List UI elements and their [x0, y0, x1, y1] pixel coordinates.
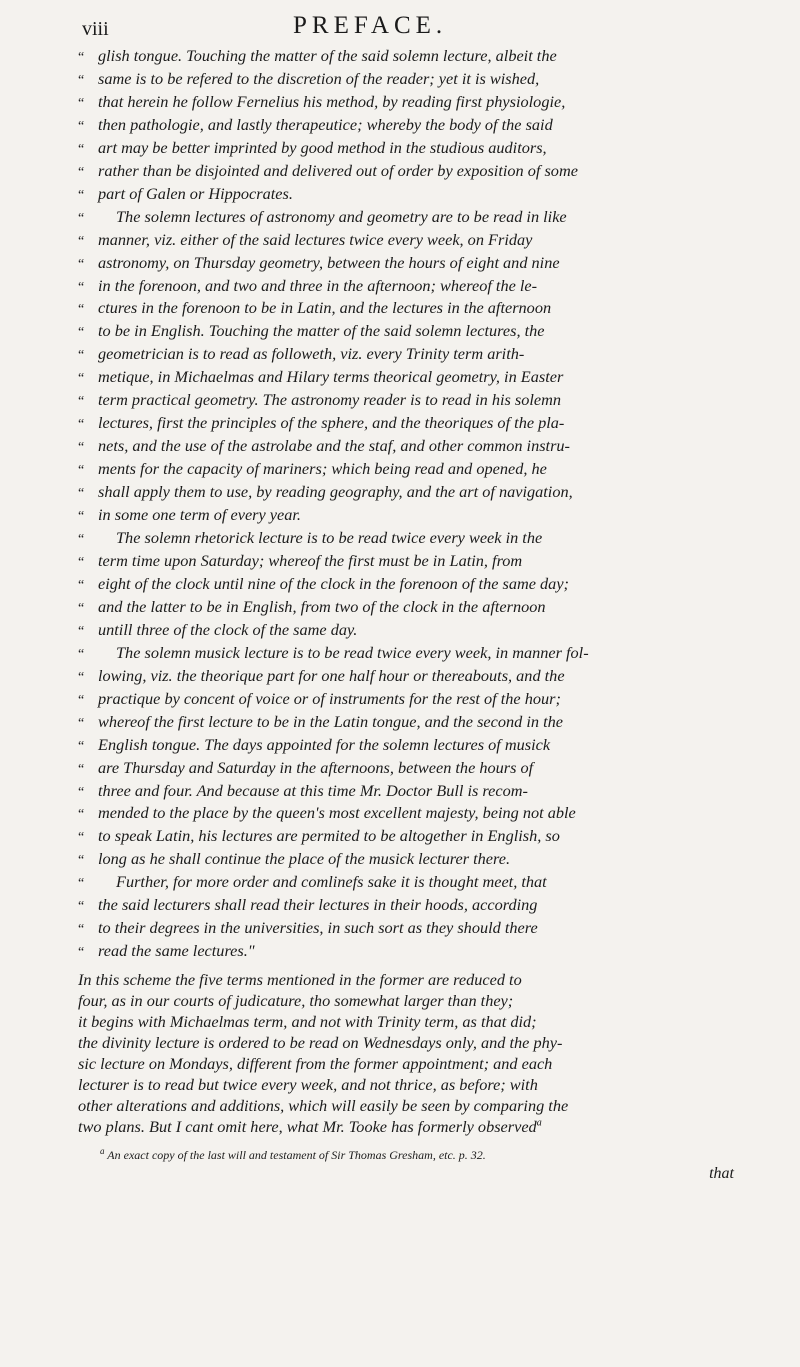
footnote-text: An exact copy of the last will and testament of Sir Thomas Gresham, etc. p. 32. [107, 1147, 486, 1162]
quote-line [78, 528, 768, 551]
quote-line-text: to be in English. Touching the matter of the said solemn lectures, the [98, 321, 545, 341]
quote-mark: “ [78, 417, 85, 433]
quote-line [78, 482, 768, 505]
quote-line-text: The solemn rhetorick lecture is to be read twice every week in the [116, 528, 543, 548]
commentary-paragraph [78, 970, 768, 1138]
quote-mark: “ [78, 187, 85, 203]
quote-line [78, 849, 768, 872]
quote-line [78, 551, 768, 574]
quote-line-text: term practical geometry. The astronomy reader is to read in his solemn [98, 390, 562, 410]
quote-line-text: eight of the clock until nine of the clock in the forenoon of the same day; [98, 573, 569, 593]
quote-line-text: in some one term of every year. [98, 505, 301, 525]
quote-line [78, 941, 768, 964]
quote-line-text: lectures, first the principles of the sphere, and the theoriques of the pla- [98, 413, 565, 433]
quote-line [78, 184, 768, 207]
quote-line-text: part of Galen or Hippocrates. [98, 183, 293, 203]
quote-line-text: The solemn lectures of astronomy and geometry are to be read in like [116, 206, 567, 226]
page-number: viii [82, 18, 109, 40]
quote-line-text: The solemn musick lecture is to be read twice every week, in manner fol- [116, 642, 589, 662]
quote-mark: “ [78, 945, 85, 961]
quote-line-text: ctures in the forenoon to be in Latin, and the lectures in the afternoon [98, 298, 552, 318]
quote-line-text: to speak Latin, his lectures are permited to be altogether in English, so [98, 826, 560, 846]
prose-line: four, as in our courts of judicature, tho somewhat larger than they; [78, 991, 514, 1011]
quote-line [78, 367, 768, 390]
prose-line [78, 1117, 768, 1138]
running-title: PREFACE. [293, 12, 448, 39]
quote-mark: “ [78, 325, 85, 341]
quote-line-text: lowing, viz. the theorique part for one half hour or thereabouts, and the [98, 665, 565, 685]
quote-mark: “ [78, 50, 85, 65]
quote-line [78, 735, 768, 758]
prose-line-text: two plans. But I cant omit here, what Mr. Tooke has formerly observed [78, 1116, 537, 1136]
quote-line-text: are Thursday and Saturday in the afternoons, between the hours of [98, 757, 534, 777]
quote-line [78, 230, 768, 253]
quote-line-text: shall apply them to use, by reading geography, and the art of navigation, [98, 482, 573, 502]
quote-mark: “ [78, 784, 85, 800]
quote-line-text: astronomy, on Thursday geometry, between the hours of eight and nine [98, 252, 560, 272]
quote-line-text: mended to the place by the queen's most excellent majesty, being not able [98, 803, 576, 823]
quote-mark: “ [78, 623, 85, 639]
quote-mark: “ [78, 669, 85, 685]
quote-line [78, 620, 768, 643]
quote-line [78, 298, 768, 321]
quote-line [78, 46, 768, 69]
quote-line-text: to their degrees in the universities, in such sort as they should there [98, 918, 538, 938]
quote-line [78, 643, 768, 666]
quote-line [78, 344, 768, 367]
quote-line [78, 826, 768, 849]
quote-line-text: read the same lectures." [98, 941, 255, 961]
quote-mark: “ [78, 738, 85, 754]
quote-line-text: untill three of the clock of the same day. [98, 619, 358, 639]
quote-line-text: English tongue. The days appointed for the solemn lectures of musick [98, 734, 551, 754]
quote-mark: “ [78, 899, 85, 915]
quote-line [78, 138, 768, 161]
prose-line: it begins with Michaelmas term, and not with Trinity term, as that did; [78, 1012, 537, 1032]
quote-mark: “ [78, 554, 85, 570]
quote-mark: “ [78, 256, 85, 272]
quote-line-text: whereof the first lecture to be in the Latin tongue, and the second in the [98, 711, 563, 731]
prose-line: In this scheme the five terms mentioned in the former are reduced to [78, 970, 522, 990]
quote-line-text: nets, and the use of the astrolabe and the staf, and other common instru- [98, 436, 570, 456]
footnote-marker: a [100, 1145, 105, 1156]
quote-line [78, 413, 768, 436]
quote-line [78, 92, 768, 115]
quote-line [78, 689, 768, 712]
quote-mark: “ [78, 233, 85, 249]
quote-line [78, 436, 768, 459]
quote-line [78, 872, 768, 895]
quote-line-text: practique by concent of voice or of instruments for the rest of the hour; [98, 688, 561, 708]
quote-line-text: glish tongue. Touching the matter of the said solemn lecture, albeit the [98, 46, 557, 65]
quote-mark: “ [78, 876, 85, 892]
quote-mark: “ [78, 279, 85, 295]
quote-mark: “ [78, 348, 85, 364]
quote-mark: “ [78, 692, 85, 708]
catchword: that [709, 1164, 734, 1182]
quote-line [78, 459, 768, 482]
quote-mark: “ [78, 72, 85, 88]
prose-line: lecturer is to read but twice every week, and not thrice, as before; with [78, 1074, 538, 1094]
quote-line-text: that herein he follow Fernelius his method, by reading first physiologie, [98, 91, 566, 111]
quote-line [78, 781, 768, 804]
footnote-reference: a [536, 1117, 542, 1129]
quote-mark: “ [78, 486, 85, 502]
quote-line-text: three and four. And because at this time Mr. Doctor Bull is recom- [98, 780, 528, 800]
quote-line [78, 803, 768, 826]
quote-mark: “ [78, 509, 85, 525]
quote-mark: “ [78, 141, 85, 157]
quote-line-text: same is to be refered to the discretion of the reader; yet it is wished, [98, 68, 540, 88]
quote-line-text: term time upon Saturday; whereof the first must be in Latin, from [98, 550, 523, 570]
quote-line [78, 712, 768, 735]
footnote [78, 1145, 768, 1163]
quote-mark: “ [78, 164, 85, 180]
quote-mark: “ [78, 922, 85, 938]
quote-mark: “ [78, 715, 85, 731]
quote-line-text: then pathologie, and lastly therapeutice; whereby the body of the said [98, 114, 553, 134]
quote-mark: “ [78, 532, 85, 548]
quote-line [78, 207, 768, 230]
quote-line-text: manner, viz. either of the said lectures twice every week, on Friday [98, 229, 533, 249]
quote-mark: “ [78, 302, 85, 318]
quote-mark: “ [78, 394, 85, 410]
quote-line [78, 276, 768, 299]
quote-mark: “ [78, 463, 85, 479]
quoted-statute [78, 46, 768, 964]
quote-mark: “ [78, 95, 85, 111]
quote-mark: “ [78, 371, 85, 387]
quote-line-text: the said lecturers shall read their lectures in their hoods, according [98, 895, 538, 915]
quote-line [78, 115, 768, 138]
quote-line-text: metique, in Michaelmas and Hilary terms theorical geometry, in Easter [98, 367, 564, 387]
quote-line-text: long as he shall continue the place of the musick lecturer there. [98, 849, 511, 869]
page-body [78, 46, 768, 1183]
prose-line: sic lecture on Mondays, different from the former appointment; and each [78, 1053, 553, 1073]
quote-line [78, 505, 768, 528]
quote-line-text: and the latter to be in English, from two of the clock in the afternoon [98, 596, 546, 616]
quote-line [78, 918, 768, 941]
quote-line-text: geometrician is to read as followeth, viz. every Trinity term arith- [98, 344, 525, 364]
quote-mark: “ [78, 830, 85, 846]
quote-line [78, 390, 768, 413]
quote-line [78, 321, 768, 344]
quote-line [78, 253, 768, 276]
quote-mark: “ [78, 646, 85, 662]
quote-line-text: in the forenoon, and two and three in the afternoon; whereof the le- [98, 275, 538, 295]
quote-line-text: Further, for more order and comlinefs sake it is thought meet, that [116, 872, 547, 892]
running-header [78, 12, 768, 42]
quote-line-text: ments for the capacity of mariners; which being read and opened, he [98, 459, 547, 479]
quote-mark: “ [78, 210, 85, 226]
quote-line [78, 758, 768, 781]
quote-line [78, 597, 768, 620]
quote-mark: “ [78, 440, 85, 456]
quote-line [78, 161, 768, 184]
prose-line: the divinity lecture is ordered to be read on Wednesdays only, and the phy- [78, 1032, 563, 1052]
quote-mark: “ [78, 577, 85, 593]
quote-line-text: art may be better imprinted by good method in the studious auditors, [98, 137, 547, 157]
prose-line: other alterations and additions, which will easily be seen by comparing the [78, 1095, 569, 1115]
quote-line [78, 574, 768, 597]
quote-mark: “ [78, 807, 85, 823]
quote-mark: “ [78, 118, 85, 134]
quote-line [78, 666, 768, 689]
quote-mark: “ [78, 853, 85, 869]
quote-mark: “ [78, 600, 85, 616]
quote-line [78, 895, 768, 918]
quote-mark: “ [78, 761, 85, 777]
quote-line [78, 69, 768, 92]
quote-line-text: rather than be disjointed and delivered out of order by exposition of some [98, 160, 578, 180]
